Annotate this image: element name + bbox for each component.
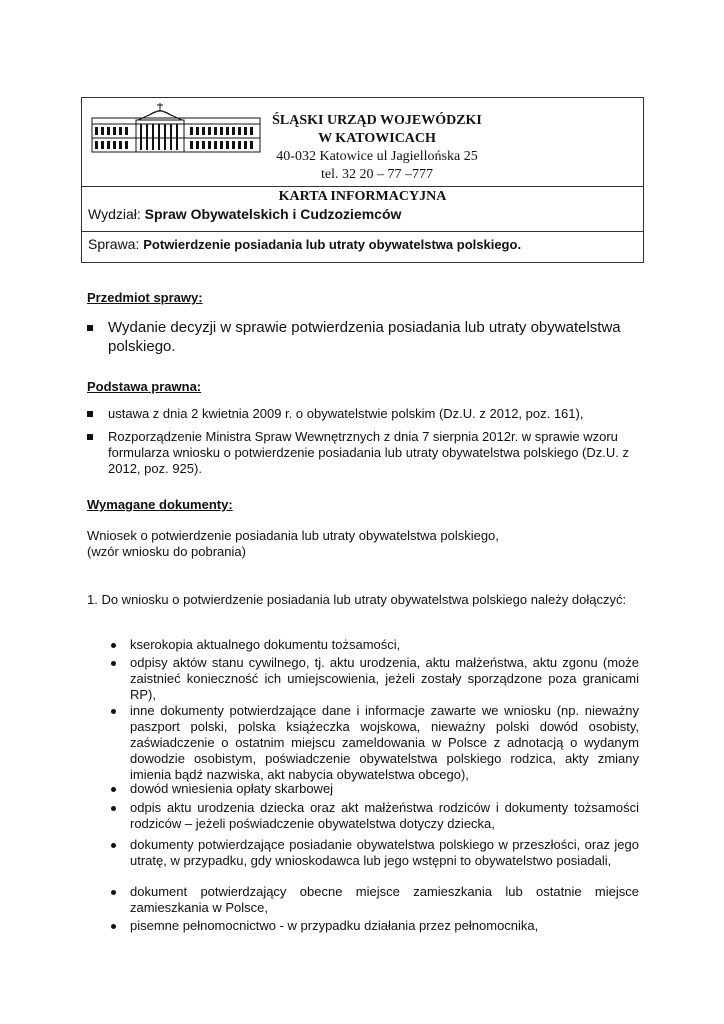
application-line: Wniosek o potwierdzenie posiadania lub utraty obywatelstwa polskiego, xyxy=(87,528,499,543)
bullet-dot-icon xyxy=(111,661,116,666)
bullet-dot-icon xyxy=(111,643,116,648)
document-item: odpisy aktów stanu cywilnego, tj. aktu urodzenia, aktu małżeństwa, aktu zgonu (może zaistnieć konieczność ich umiejscowienia, jeżeli zostały sporządzone poza granicami RP), xyxy=(111,655,639,703)
document-item: dokumenty potwierdzające posiadanie obywatelstwa polskiego w przeszłości, oraz jego utratę, w przypadku, gdy wnioskodawca lub jego wstępni to obywatelstwo posiadali, xyxy=(111,837,639,869)
document-item: dowód wniesienia opłaty skarbowej xyxy=(111,781,639,797)
legal-basis-item: Rozporządzenie Ministra Spraw Wewnętrznych z dnia 7 sierpnia 2012r. w sprawie wzoru formularza wniosku o potwierdzenie posiadania lub utraty obywatelstwa polskiego (Dz.U. z 2012, poz. 925). xyxy=(87,429,647,477)
document-item: kserokopia aktualnego dokumentu tożsamości, xyxy=(111,637,639,653)
subject-item: Wydanie decyzji w sprawie potwierdzenia posiadania lub utraty obywatelstwa polskiego. xyxy=(87,318,647,356)
office-building-logo xyxy=(90,102,262,154)
office-phone: tel. 32 20 – 77 –777 xyxy=(321,167,433,182)
bullet-dot-icon xyxy=(111,806,116,811)
legal-basis-item: ustawa z dnia 2 kwietnia 2009 r. o obywatelstwie polskim (Dz.U. z 2012, poz. 161), xyxy=(87,406,647,422)
office-name: ŚLĄSKI URZĄD WOJEWÓDZKI xyxy=(272,113,482,128)
office-info xyxy=(262,112,492,184)
header-office-row xyxy=(82,98,643,187)
matter-value: Potwierdzenie posiadania lub utraty obywatelstwa polskiego. xyxy=(143,237,522,252)
subject-heading: Przedmiot sprawy: xyxy=(87,290,203,305)
document-item: odpis aktu urodzenia dziecka oraz akt małżeństwa rodziców i dokumenty tożsamości rodziców – jeżeli poświadczenie obywatelstwa dotyczy dziecka, xyxy=(111,800,639,832)
header-matter-row xyxy=(82,231,643,263)
application-template-line: (wzór wniosku do pobrania) xyxy=(87,544,246,559)
matter-line xyxy=(88,236,521,253)
header-department-row xyxy=(82,186,643,232)
documents-heading: Wymagane dokumenty: xyxy=(87,497,233,512)
square-bullet-icon xyxy=(87,434,93,440)
bullet-dot-icon xyxy=(111,709,116,714)
document-item: inne dokumenty potwierdzające dane i informacje zawarte we wniosku (np. nieważny paszport polski, polska książeczka wojskowa, nieważny polski dowód osobisty, zaświadczenie o ostatnim miejscu zameldowania w Polsce z adnotacją o wydanym dowodzie osobistym, poświadczenie obywatelstwa polskiego rodzica, akty zmiany imienia bądź nazwiska, akt nabycia obywatelstwa obcego), xyxy=(111,703,639,783)
card-title: KARTA INFORMACYJNA xyxy=(278,189,447,204)
document-item: dokument potwierdzający obecne miejsce zamieszkania lub ostatnie miejsce zamieszkania w Polsce, xyxy=(111,884,639,916)
department-value: Spraw Obywatelskich i Cudzoziemców xyxy=(144,206,402,222)
attach-intro: 1. Do wniosku o potwierdzenie posiadania lub utraty obywatelstwa polskiego należy dołączyć: xyxy=(87,592,627,607)
document-item: pisemne pełnomocnictwo - w przypadku działania przez pełnomocnika, xyxy=(111,918,639,934)
department-label: Wydział: xyxy=(88,206,141,222)
bullet-dot-icon xyxy=(111,890,116,895)
square-bullet-icon xyxy=(87,411,93,417)
bullet-dot-icon xyxy=(111,843,116,848)
header-box xyxy=(81,97,644,263)
square-bullet-icon xyxy=(87,325,93,331)
bullet-dot-icon xyxy=(111,787,116,792)
office-city: W KATOWICACH xyxy=(318,131,436,146)
legal-basis-heading: Podstawa prawna: xyxy=(87,379,202,394)
department-line xyxy=(88,205,401,223)
bullet-dot-icon xyxy=(111,924,116,929)
matter-label: Sprawa: xyxy=(88,236,140,252)
office-address: 40-032 Katowice ul Jagiellońska 25 xyxy=(276,149,478,164)
